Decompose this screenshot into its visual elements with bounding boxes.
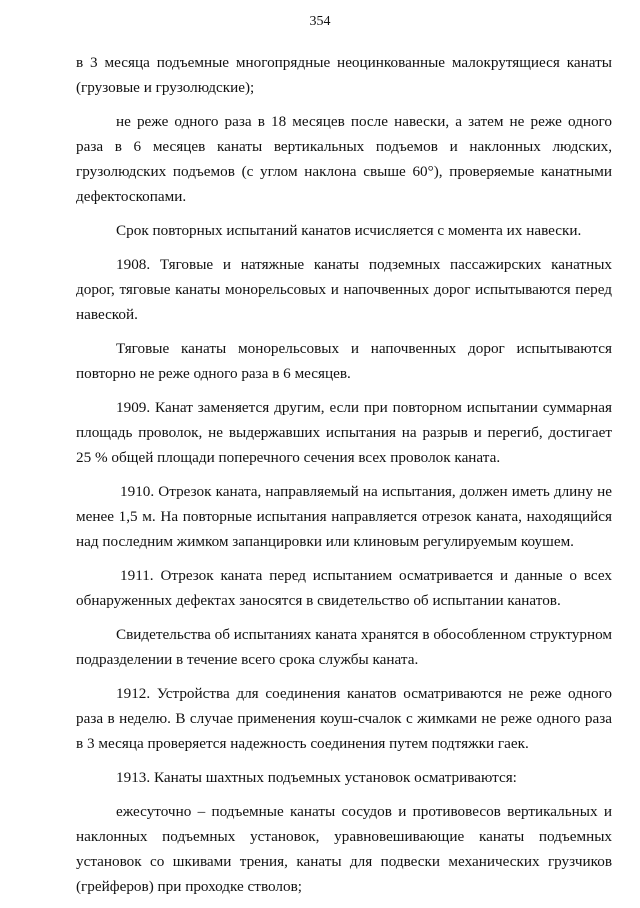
paragraph-inspection-18-months: не реже одного раза в 18 месяцев после навески, а затем не реже одного раза в 6 месяцев канаты вертикальных подъемов и наклонных людских, грузолюдских подъемов (с углом наклона свыше 60°), проверяемые канатными дефектоскопами. [76,113,612,205]
paragraph-1911-certificates: Свидетельства об испытаниях каната хранятся в обособленном структурном подразделении в течение всего срока службы каната. [76,626,612,668]
paragraph-1908: 1908. Тяговые и натяжные канаты подземных пассажирских канатных дорог, тяговые канаты монорельсовых и напочвенных дорог испытываются перед навеской. [76,256,612,323]
paragraph-1911: 1911. Отрезок каната перед испытанием осматривается и данные о всех обнаруженных дефектах заносятся в свидетельство об испытании канатов. [76,567,612,609]
paragraph-retest-period: Срок повторных испытаний канатов исчисляется с момента их навески. [116,222,582,239]
paragraph-1909: 1909. Канат заменяется другим, если при повторном испытании суммарная площадь проволок, не выдержавших испытания на разрыв и перегиб, достигает 25 % общей площади поперечного сечения всех проволок каната. [76,399,612,466]
page-number: 354 [309,14,331,29]
paragraph-1913-daily: ежесуточно – подъемные канаты сосудов и противовесов вертикальных и наклонных подъемных установок, уравновешивающие канаты подъемных установок со шкивами трения, канаты для подвески механических грузчиков (грейферов) при проходке стволов; [76,803,612,895]
paragraph-1908-retest: Тяговые канаты монорельсовых и напочвенных дорог испытываются повторно не реже одного раза в 6 месяцев. [76,340,612,382]
paragraph-1910: 1910. Отрезок каната, направляемый на испытания, должен иметь длину не менее 1,5 м. На повторные испытания направляется отрезок каната, находящийся над последним жимком запанцировки или клиновым регулируемым коушем. [76,483,612,550]
paragraph-continuation: в 3 месяца подъемные многопрядные неоцинкованные малокрутящиеся канаты (грузовые и грузолюдские); [76,54,612,96]
document-body [76,50,612,908]
paragraph-1912: 1912. Устройства для соединения канатов осматриваются не реже одного раза в неделю. В случае применения коуш-счалок с жимками не реже одного раза в 3 месяца проверяется надежность соединения путем подтяжки гаек. [76,685,612,752]
paragraph-1913: 1913. Канаты шахтных подъемных установок осматриваются: [116,769,517,786]
